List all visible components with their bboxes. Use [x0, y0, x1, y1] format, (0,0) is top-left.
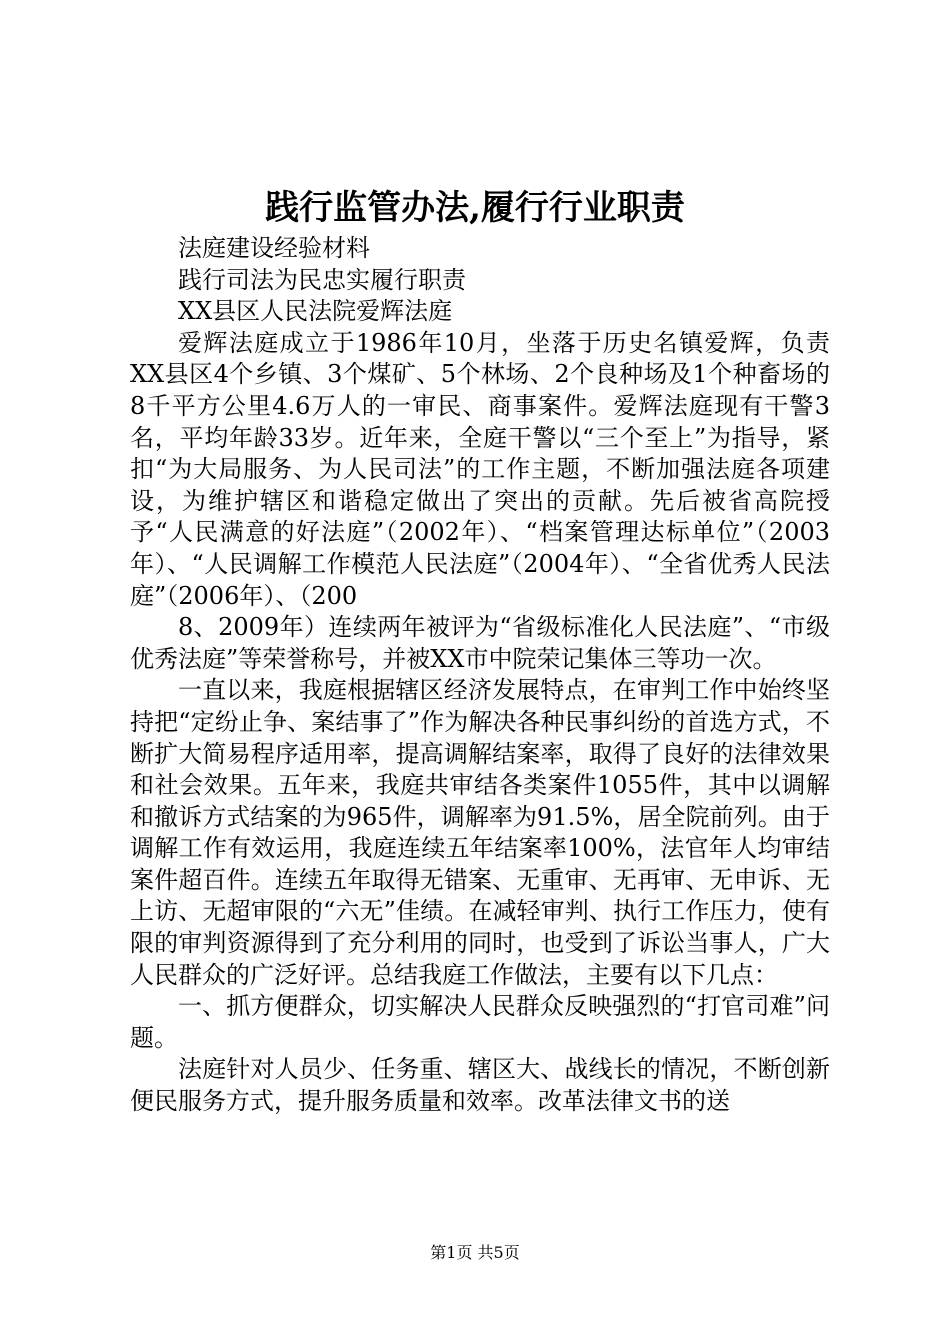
subtitle-line: 法庭建设经验材料	[178, 234, 370, 262]
page-number: 第1页 共5页	[430, 1243, 520, 1262]
document-title: 践行监管办法,履行行业职责	[265, 188, 685, 228]
subtitle-line: 践行司法为民忠实履行职责	[178, 265, 466, 294]
author-line: XX县区人民法院爱辉法庭	[178, 297, 453, 326]
body-paragraph: 一直以来，我庭根据辖区经济发展特点，在审判工作中始终坚持把“定纷止争、案结事了”作为解决各种民事纠纷的首选方式，不断扩大简易程序适用率，提高调解结案率，取得了良好的法律效果和社会效果。五年来，我庭共审结各类案件1055件，其中以调解和撤诉方式结案的为965件，调解率为91.5%，居全院前列。由于调解工作有效运用，我庭连续五年结案率100%，法官年人均审结案件超百件。连续五年取得无错案、无重审、无再审、无申诉、无上访、无超审限的“六无”佳绩。在减轻审判、执行工作压力，使有限的审判资源得到了充分利用的同时，也受到了诉讼当事人，广大人民群众的广泛好评。总结我庭工作做法，主要有以下几点：	[130, 676, 830, 989]
body-paragraph: 爱辉法庭成立于1986年10月，坐落于历史名镇爱辉，负责XX县区4个乡镇、3个煤矿、5个林场、2个良种场及1个种畜场的8千平方公里4.6万人的一审民、商事案件。爱辉法庭现有干警3名，平均年龄33岁。近年来，全庭干警以“三个至上”为指导，紧扣“为大局服务、为人民司法”的工作主题，不断加强法庭各项建设，为维护辖区和谐稳定做出了突出的贡献。先后被省高院授予“人民满意的好法庭”（2002年）、“档案管理达标单位”（2003年）、“人民调解工作模范人民法庭”（2004年）、“全省优秀人民法庭”（2006年）、（200	[130, 328, 830, 610]
document-body	[130, 233, 830, 1118]
section-heading: 一、抓方便群众，切实解决人民群众反映强烈的“打官司难”问题。	[130, 992, 830, 1052]
body-paragraph: 8、2009年）连续两年被评为“省级标准化人民法庭”、“市级优秀法庭”等荣誉称号，并被XX市中院荣记集体三等功一次。	[130, 613, 830, 673]
body-paragraph: 法庭针对人员少、任务重、辖区大、战线长的情况，不断创新便民服务方式，提升服务质量和效率。改革法律文书的送	[130, 1055, 830, 1116]
